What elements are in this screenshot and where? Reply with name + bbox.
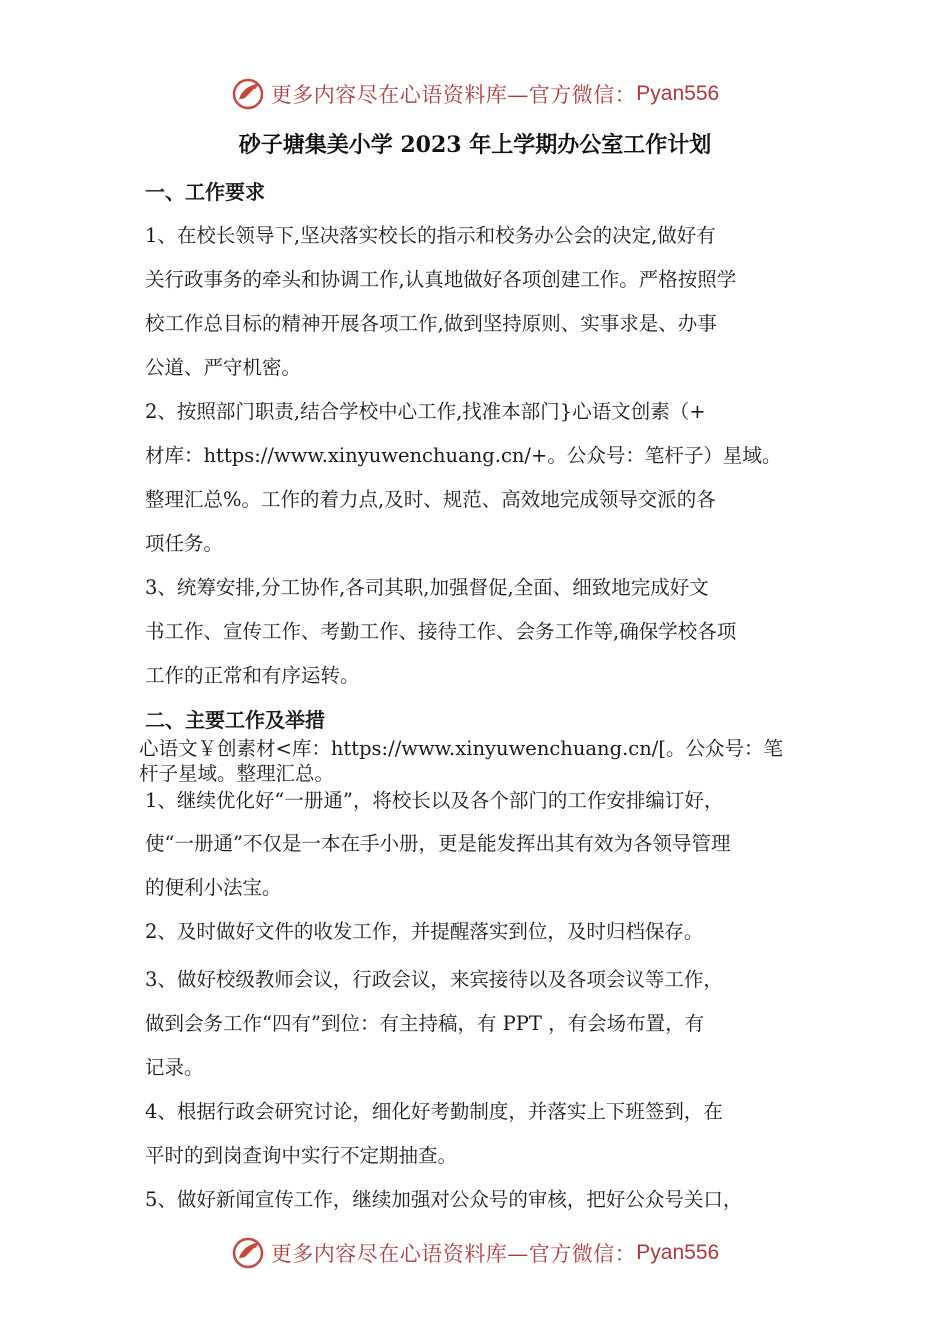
list-item-line: 3、做好校级教师会议，行政会议，来宾接待以及各项会议等工作， <box>145 968 723 991</box>
section-heading-measures: 二、主要工作及举措 <box>145 708 325 732</box>
banner-wechat-id: Pyan556 <box>636 82 720 105</box>
list-item-line: 做到会务工作“四有”到位：有主持稿，有 PPT ，有会场布置，有 <box>145 1012 705 1035</box>
document-title: 砂子塘集美小学 2023 年上学期办公室工作计划 <box>238 132 712 158</box>
brand-logo-icon <box>231 1236 265 1270</box>
list-item-line: 4、根据行政会研究讨论，细化好考勤制度，并落实上下班签到，在 <box>145 1100 723 1123</box>
list-item-line: 2、及时做好文件的收发工作，并提醒落实到位，及时归档保存。 <box>145 920 704 943</box>
watermark-line: 杆子星域。整理汇总。 <box>139 762 335 785</box>
paragraph-line: 工作的正常和有序运转。 <box>145 664 360 687</box>
paragraph-line: 整理汇总%。工作的着力点,及时、规范、高效地完成领导交派的各 <box>145 488 716 511</box>
paragraph-line: 公道、严守机密。 <box>145 356 302 379</box>
list-item-line: 的便利小法宝。 <box>145 876 282 899</box>
footer-banner <box>0 1233 950 1273</box>
list-item-line: 记录。 <box>145 1056 204 1079</box>
paragraph-line: 项任务。 <box>145 532 224 555</box>
paragraph-line: 1、在校长领导下,坚决落实校长的指示和校务办公会的决定,做好有 <box>145 224 716 247</box>
list-item-line: 使“一册通”不仅是一本在手小册，更是能发挥出其有效为各领导管理 <box>145 832 731 855</box>
header-banner <box>0 74 950 114</box>
paragraph-line: 材库：https://www.xinyuwenchuang.cn/+。公众号：笔杆子）星域。 <box>145 444 782 467</box>
paragraph-line: 书工作、宣传工作、考勤工作、接待工作、会务工作等,确保学校各项 <box>145 620 737 643</box>
watermark-line: 心语文￥创素材<库：https://www.xinyuwenchuang.cn/[。公众号：笔 <box>139 737 783 760</box>
paragraph-line: 关行政事务的牵头和协调工作,认真地做好各项创建工作。严格按照学 <box>145 268 737 291</box>
brand-logo-icon <box>231 77 265 111</box>
paragraph-line: 3、统筹安排,分工协作,各司其职,加强督促,全面、细致地完成好文 <box>145 576 709 599</box>
list-item-line: 平时的到岗查询中实行不定期抽查。 <box>145 1144 458 1167</box>
section-heading-requirements: 一、工作要求 <box>145 180 265 204</box>
banner-text: 更多内容尽在心语资料库—官方微信： <box>270 1242 637 1266</box>
paragraph-line: 校工作总目标的精神开展各项工作,做到坚持原则、实事求是、办事 <box>145 312 717 335</box>
list-item-line: 5、做好新闻宣传工作，继续加强对公众号的审核，把好公众号关口， <box>145 1188 743 1211</box>
paragraph-line: 2、按照部门职责,结合学校中心工作,找准本部门}心语文创素（+ <box>145 400 706 423</box>
banner-wechat-id: Pyan556 <box>636 1241 720 1264</box>
list-item-line: 1、继续优化好“一册通”，将校长以及各个部门的工作安排编订好， <box>145 789 724 812</box>
banner-text: 更多内容尽在心语资料库—官方微信： <box>270 83 637 107</box>
